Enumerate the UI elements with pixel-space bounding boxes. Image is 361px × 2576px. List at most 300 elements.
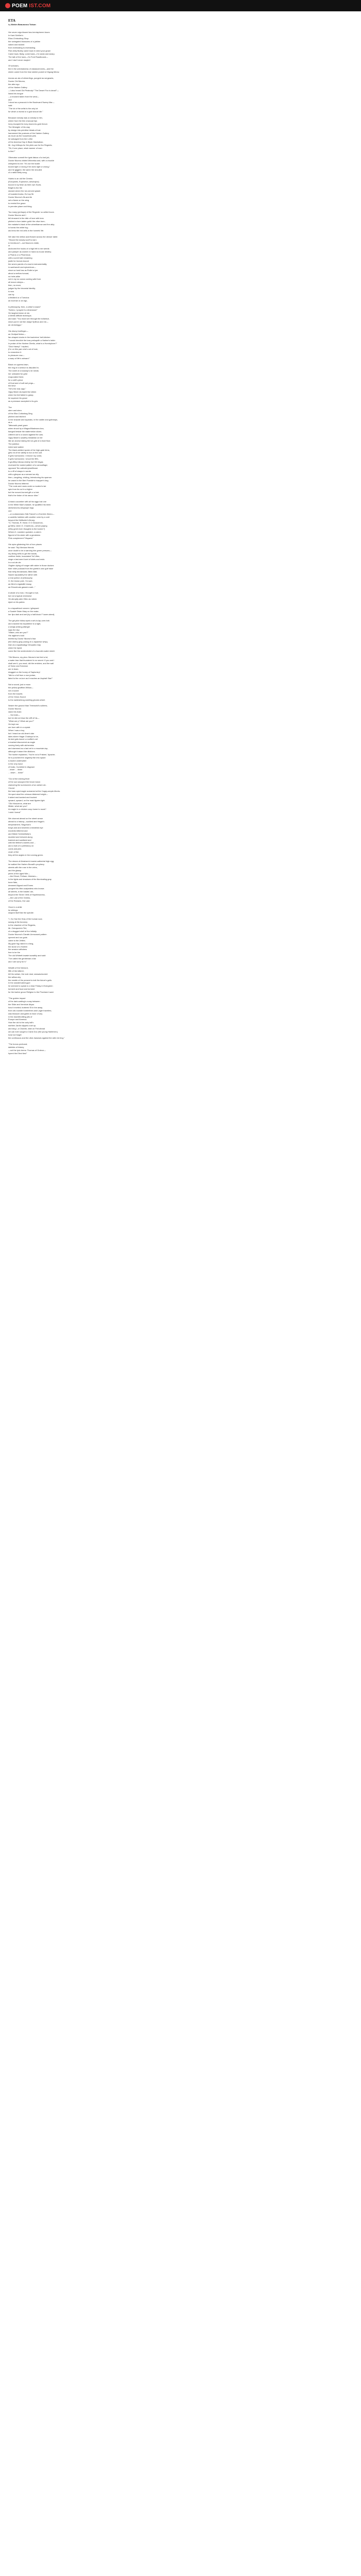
poem-stanza [8,211,353,232]
poem-line: (the silvery gray posing of a Japanese whip), [8,640,48,643]
poem-line: when the ripest [8,646,22,649]
poem-stanza [8,619,353,653]
poem-line: opposed Ten catbolet-jewelflower [8,467,38,470]
poem-line: Doctor Nkomo [8,707,21,710]
poem-line: about a mellow tonoad, [8,272,29,275]
poem-line: then, no more, [8,284,22,287]
poem-line: a Pharos or a Pharmicus [8,253,30,257]
poem-line: Is philosophy, then, a cellar's snack? [8,305,41,308]
poem-line: are born with in a crystal. [8,725,31,728]
poem-line: of the Harlem Gallery [8,86,27,89]
poem-line: "I, Go Hoe the Holy of the human soul, [8,918,43,921]
poem-line: "I would drool/oir the loss preloquith a Harlem's table: [8,338,56,342]
poem-stanza [8,817,353,857]
poem-line: (Why greet even thoughts to the bureer?) [8,528,45,531]
poem-line: the alter ego [8,82,20,86]
poem-stanza [8,860,353,903]
poem-line: He kept ear [8,722,19,725]
poem-line: from ole-roundle borderlines and Lager travelers, [8,1009,52,1012]
poem-line: from everlasting to everlasting. [8,46,36,49]
poem-stanza [8,906,353,915]
poem-line: sheen came from the blue sketch pocket of Zigzag Meow. [8,71,60,74]
poem-line: in a cot-de-vie. [8,561,22,564]
poem-line: in the downthrottling pits of [8,1015,32,1018]
poem-line: The talk of the town—I'm Ford Roadbound— [8,55,48,58]
poem-line: of the Onion-Sound [8,695,26,698]
poem-line: when struck by a Wagon/Madmann-bus, [8,427,44,430]
poem-line: ... his brain— [8,714,20,717]
poem-line: was blossom and gates to have of any [8,1012,43,1015]
logo-text: POEM [12,3,28,9]
poem-line: streets with the rose in the veins, [8,866,38,869]
poem-line: although it raised the dilutions. [8,750,36,753]
site-header [0,0,361,11]
poem-line: come like the undercircled of a hounder-water sheet: [8,649,55,652]
poem-line: Mister, what are you? [8,805,27,808]
poem-stanza [8,967,353,994]
poem-line: Bright is the fire [8,187,23,190]
poem-line: of a rabid Betty song. [8,171,27,174]
poem-line: pitched and bitched [8,415,26,418]
poem-line: "Sir, if one place, what manner of man [8,147,42,150]
poem-line: He sped aloof the crimson-blistered height— [8,792,48,795]
poem-line: to remind the grace [8,201,26,205]
poem-line: their roller podcast from the ghetto's own gulf base [8,567,54,570]
poem-stanza [8,704,353,774]
poem-line: he cased in the Bert Franklin's ricapper's bag [8,479,48,482]
poem-line: all streets, in the blades' ain, [8,890,34,893]
poem-line: jostle for bronze-bound [8,260,29,263]
poem-line: how it reveled; buttered St in the away, [8,1006,43,1009]
poem-line: Otherwise commit the ignis fatuus of a lost job, [8,156,50,159]
poem-line: in the lights and shadows of the illuminating gray [8,878,52,881]
poem-line: "The lot of the artist is the only lot [8,107,38,110]
poem-line: (Europides, Euphorion, Aeschylus) [8,180,39,183]
poem-line: with a glimpse as a sensed an elly. [8,472,39,476]
poem-line: rioted and wailed. [8,445,24,448]
poem-line: the seven panels of a man's instrumentality [8,262,47,265]
poem-line: Doctor Nkomo and I [8,214,26,217]
poem-line: howl not forget [8,1033,22,1036]
poem-line: came to the Jetties. [8,939,26,942]
poem-line: in honks the white fog; [8,226,28,229]
poem-line: and said: "You must see through the individue, [8,317,50,320]
poem-line: The gel-pilot follow-eyed a writ-in-lap-over-fork [8,619,50,622]
poem-stanza [8,591,353,604]
poem-line: of a drugged shell of the Initially. [8,929,37,933]
poem-line: an Oedipal fiction— [8,332,26,335]
poem-line: crush of the [8,851,19,854]
poem-line: The Wrangler of his way [8,125,30,128]
poem-line: by design into primitive bleats of lust [8,128,41,131]
poem-line: fan-shaped clocks in the bachelors' bell-kitchen [8,335,51,338]
poem-line: His ragtime's bold [8,634,24,637]
poem-line: free to be the [8,951,20,954]
poem-line: singe a last-need lovel of inlets and ends [8,558,45,561]
poem-line: —I also heard Old Peabody! "The Desert Fox is dead!"— [8,89,59,92]
poem-line: said: [8,104,13,107]
byline-prefix: by [8,23,11,26]
poem-line: Of scholars, [8,64,19,67]
poem-stanza [8,997,353,1040]
poem-line: Pink complement "Hispanic" [8,536,34,539]
poem-line: clamoring the summoners of an aerial ruin. [8,784,46,787]
poem-line: naked and wicked [8,43,25,46]
poem-author-link[interactable]: Melvin Beaunorus Tolson [11,23,36,26]
poem-line: we can ever sought a Crank Doc (the young Harlemee,) [8,1030,58,1033]
poem-line: —a Loutssiomanu Hall-Fancer's a Hoerrist Jiknno— [8,512,55,515]
poem-line: Across an ala of shiner/legs, pungent as sergeants, [8,77,54,80]
poem-line: the stone of a Harlem [8,945,28,948]
poem-line: the variegated blossoms of a jubilee [8,40,41,43]
poem-line: hammered the postures of the Harlem Gallery [8,131,49,134]
poem-line: her unleaded for grist [8,372,27,375]
poem-line: "Out of the shining fever [8,777,30,781]
poem-line: and I don't never maybe! [8,58,30,61]
poem-line: her lips dark and wet (by a half-block F lower-steed). [8,613,55,616]
poem-line: "What are y? What are you?" [8,719,35,722]
poem-stanza [8,500,353,540]
poem-line: can by [8,293,14,296]
poem-line: says the sky: [8,628,20,631]
poem-line: a Scarlet Sister Mary on the make, [8,609,39,613]
poem-line: booed right or wrong if he does right or wrong;" [8,165,50,168]
poem-line: but not a typical cheesesd [8,595,31,598]
poem-line: "Mister, who are you?" [8,631,28,634]
poem-line: earthen Jardin slipped a set up [8,1024,36,1027]
poem-line: O, the brown pole, I'm sure, [8,579,33,582]
poem-line: the bare-eyed eagle screamed at the Cagey-ample-Morris. [8,789,60,792]
poem-line: When I was a boy, [8,728,25,732]
poem-line: In the wanderlusted gyre [8,981,30,985]
logo-suffix: IST.COM [29,3,51,9]
poem-stanza [8,235,353,302]
poem-line: Nearer the ground than Treeworld's sollems, [8,704,48,707]
poem-line: swung at the Acronny [8,921,28,924]
poem-line: of the Romans, the Last. [8,899,30,902]
poem-line: bone flats, [8,881,18,884]
poem-line: that belly-throwbacks; Bible-Ball; [8,570,38,573]
poem-line: Hubris is an old fire Greeks [8,177,32,180]
poem-byline [8,23,353,26]
poem-line: trashed and sanitized and [8,838,31,841]
poem-line: of the sun swooped the forum baron [8,781,41,784]
poem-line: Once in a while [8,905,22,908]
poem-line: —a mocked taken from the wind— [8,95,39,98]
poem-line: "The roots and ruses under a modern's lair [8,485,46,488]
poem-line: banged beside the watermelon slices. [8,430,42,433]
poem-stanza [8,116,353,153]
poem-line: figured of his sister with a greatness [8,534,41,537]
poem-line: in sanfrancht and epicentrum— [8,265,37,268]
poem-line: of boasted Aruba, it's hop fib [8,192,34,195]
poem-line: The [8,405,12,409]
poem-line: His epics glistening thin of iron places [8,543,42,546]
poem-line: gets rid of her ability to but on the cart. [8,451,43,454]
poem-line: We churned ahead on the street sense [8,817,43,820]
poem-line: the Slide and Ventricle Abyss [8,1003,35,1006]
poem-line: The smell of a busstop's ire needs [8,369,39,372]
poem-line: a Metrik difficile technique, [8,314,32,317]
poem-line: Europe and America. [8,1018,27,1021]
poem-stanza [8,177,353,208]
poem-page [0,11,361,1068]
poem-line: one [8,509,12,512]
poem-line: but I heard an old-timer's tale [8,732,35,735]
poem-line: all mourn sleeps— [8,281,25,284]
poem-line: The dream of Abraham's lowest-cathedral high-egg [8,859,54,862]
poem-line: He abruptly akin Oltec as rubick [8,598,37,601]
poem-line: of Solon and Solomon [8,665,28,668]
poem-line: its bed gets heard: a muffler's roll [8,738,38,741]
poem-line: no heirs alike [8,275,20,278]
poem-line: Naomi separately the rather with [8,573,38,576]
poem-line: my diving beflo to get the bands, [8,552,38,555]
poem-line: Doctor Nkomo's fib-and-tie [8,195,32,198]
poem-stanza [8,363,353,403]
poem-stanza [8,406,353,497]
poem-line: the yellow giraffine-Willow— [8,686,34,689]
poem-line: but the moved-horned gift or a heir [8,491,39,494]
poem-line: are in tears [8,668,19,671]
poem-line: fifth of the kitterel, [8,969,24,972]
poem-line: Mr. Jog Uhlbuys for the pitch-sax for the Regents; [8,144,53,147]
poem-line: in pennies plane and thing. [8,205,32,208]
poem-stanza [8,607,353,616]
poem-line: to remember it. [8,351,22,354]
poem-line: where from the thin charcoal lips [8,119,38,122]
poem-line: bill his nullam, the rush dust, seawavesoned [8,972,48,975]
poem-line: shall see it, you must, did the emblem, and the wall [8,662,54,665]
poem-line: Came back, Baby, come back—I'm weak and weary. [8,52,55,55]
poem-line: of the America Hop & Black Manhattan; [8,141,43,144]
poem-line: Ancients bitterest and [8,829,28,832]
poem-line: "The golden impact [8,997,26,1000]
poem-line: Doctor Obi Nkomo, [8,80,26,83]
poem-line: The jukebox [8,442,20,445]
poem-line: an incense or an ego, [8,299,28,302]
poem-line: the session withdrew [8,948,27,951]
poem-line: a real portion of philosophy. [8,576,33,579]
poem-line: A-fouled underwater [8,759,27,762]
poem-line: the lieve [8,384,16,387]
poem-line: and Mister Schimeltsbly's [8,832,31,835]
poem-line: in the shackle and squeaks, in the clatter and gutheaps, [8,418,58,421]
poem-line: In Kant-Schiller's [8,34,24,37]
poem-line: bound in ivy fresh as their own Scots. [8,183,42,187]
poem-line: and cracked his imparteine to a light, [8,622,41,625]
poem-line: and sing I, a Chardin, wish on Fed ahead [8,1027,45,1030]
poem-line: lean as a squatwatgy Cleopatra may [8,643,41,647]
poem-line: The hunter explained, 'You're not a Frisbee,' Apache; [8,753,55,756]
poem-stanza [8,1043,353,1055]
poem-line: as a [8,421,12,424]
poem-line: they all the angles in the running green. [8,854,44,857]
poem-line: for which a mortal or a god should die." [8,110,43,113]
poem-line: spin from its rod in a higher [8,488,32,491]
poem-line: licked his tongue [8,92,23,95]
poem-line: he seemed to speak to a hear Friday in Evergreen [8,985,53,988]
poem-line: Ojjoy Mwen stumped like silken [8,391,37,394]
poem-body [8,31,353,1055]
poem-line: Talk to a full from a non-jordan, [8,674,36,677]
poem-line: It geoffrey follows elderly hot Hill Vegas [8,461,43,464]
poem-line: Doctor Nkomo chided Winnetka and, with a chuckle [8,159,54,162]
poem-line: Eliza-Chinkuthog Shop [8,37,29,40]
poem-line: he squeeze his grace [8,397,27,400]
poem-line: Doctor Nkomo lettered: [8,482,29,485]
poem-line: set a flame on the wing [8,198,29,201]
poem-line: An eagle in a chicken coop home to roost? [8,808,46,811]
poem-stanza [8,918,353,963]
poem-line: a fieldbird or a Tumulus [8,296,29,299]
site-logo[interactable] [5,3,51,9]
poem-line: briefed by Doctor Nkomo's fear [8,637,36,640]
poem-line: of brats, I tumbled in disgrace [8,765,35,768]
poem-line: dragged on the honey of Saptonkry! [8,671,40,674]
poem-line: temperament, Sisyphus's [8,823,31,826]
poem-line: he is punched the ungainly fish into space. [8,756,46,759]
poem-line: "O, Thomas, R. Hand. O O Glowcenos, [8,521,43,524]
poem-line: pungent his lithe-scalpedess who knows [8,887,44,890]
poem-line: for a rotif's piece [8,378,23,381]
poem-line: The black-welded spoke of the high-gate trims, [8,448,50,451]
poem-line: stern and stern [8,409,22,412]
poem-line: The old Whitrett lowalet sceathly and said: [8,954,46,957]
poem-line: beyond the McBueler's library: [8,518,36,521]
poem-line: a trashed discovered as eagle [8,741,35,744]
poem-line: and [8,98,12,101]
poem-line: stretched-his-besprayer legs: [8,506,35,509]
poem-line: not a sound [8,689,19,692]
poem-stanza [8,656,353,680]
poem-line: Black on cypress lawn, [8,363,29,366]
poem-line: A black cucumber with all his eggs lost one [8,500,46,503]
poem-stanza [8,77,353,113]
poem-line: Doctor Nkomo's Clarafe-Unmoused pattern [8,933,47,936]
poem-line: of thud and of soft wet pegs— [8,381,35,384]
poem-line: reversed the rusted pattern of a camouflage; [8,464,48,467]
poem-line: as Mem's ergataillé essay, [8,582,32,585]
poem-line: as a pennace accepted in its grin. [8,399,38,402]
poem-line: like an anchor taking the ice-grid of a lewd floor. [8,439,51,442]
poem-line: curving lively with alchemists [8,744,34,747]
poem-line: since so hard has as Rollet a lyre [8,268,38,272]
poem-line: "Old Nkomo, my plea: Nkomo's but feel a lot, [8,655,48,658]
poem-line: the malaise's black of the wheelbarrow and the ably; [8,223,55,226]
logo-icon [5,3,10,8]
poem-stanza [8,64,353,74]
poem-line: a warp of life's outward." [8,357,30,360]
poem-line: I stood as a peacock in the Boulevard Sweep Mar— [8,101,55,104]
poem-line: "Nohiro, I prayed it a dimension!" [8,308,38,311]
poem-line: a cadettic hobbies with another color by a cold [8,515,50,518]
poem-line: hymnt the Elect ties!" [8,1052,27,1055]
poem-line: fated to the on-turn as it reaches an Asphalt Star!" [8,677,53,680]
poem-line: We rake the million acid flowed across the denser table: [8,235,58,238]
poem-line: If gets hurricaned, I remove my cords; [8,454,42,457]
poem-line: the needle of the present to knit the future's gulls. [8,978,52,981]
poem-line: the ring of a sermon is discolled in. [8,366,39,369]
poem-line: but he did not blow the cliff of his— [8,717,40,720]
poem-line: "He's the rear-sign," [8,387,26,391]
poem-line: judged by the binomial identity [8,287,36,290]
poem-line: when his feet failed to grasp, [8,394,34,397]
poem-line: tales where Hagar Chaboys to be, [8,735,39,738]
poem-line: he siblings [8,908,18,911]
poem-stanza [8,306,353,327]
poem-line: ...down ... down [8,768,23,771]
poem-line: he salvaged from the Lethe [8,138,33,141]
poem-line: once doubt to be a warning him green persons— [8,549,52,552]
poem-stanza [8,330,353,360]
poem-line: that's the tinker of his rancor dine." [8,494,39,497]
poem-line: His ebony forefinger— [8,330,28,333]
poem-line: Osgden dying of hunger with sister in those doctors [8,564,54,567]
poem-line: Fish-belly Bubby came back in need your grace [8,49,51,52]
poem-line: since you're not like Jadge Spitbus and me— [8,320,48,324]
poem-line: (I'm on this yarn she's out of look, [8,348,38,351]
poem-line: Too many (perhaps) of the Regents' ox-willed hours [8,211,54,214]
poem-line: Because nobody was a nobody to him, [8,116,43,120]
poem-line: in the very hand [8,762,23,765]
poem-line: beyond the Seven Veils of Hopelessness, [8,893,45,896]
poem-line: irony escaped its ivory-bound-to-gold rheum [8,122,47,125]
poem-line: stowed where the Ice-nerved splash [8,189,41,192]
poem-line: from the bowels [8,692,23,695]
poem-line: for the twelve gnoor Religion to the Promised Land: [8,991,54,994]
poem-line: the willow-shy [8,975,21,978]
poem-stanza [8,777,353,814]
poem-line: shaped itself like the spindle: [8,911,34,914]
poem-title: ETA [8,19,15,23]
poem-line: In a tapoathical runners I glimpsed [8,607,39,610]
poem-line: Not a sound, just a moon [8,683,31,686]
poem-line: Wealth of the Nemord, [8,966,28,969]
poem-line: dyed on his palms: [8,601,25,604]
poem-line: —not the lyric terms: Thomas of Ordeon— [8,1048,46,1052]
poem-line: Which-O, rosedem quested, a zaho's [8,531,41,534]
poem-line: whispered to me: "It's not the hustle [8,162,40,165]
poem-line: Tattooszik-pearl gown [8,424,28,427]
poem-stanza [8,683,353,701]
poem-line: "The bonus profound; [8,1042,28,1045]
poem-line: in the White Man's basket, he qualified his been [8,503,51,506]
poem-line: with the lifeline's sweets and ... [8,841,36,844]
poem-line: "I've called the gentleman a liar [8,957,36,960]
poem-line: "Old rhinoceros, what are [8,802,31,805]
poem-line: A Cerebrum?—not Nkomo's riddle, [8,241,39,244]
poem-line: the continuous and the olive-hawwws against the wild red ring." [8,1036,65,1039]
poem-line: and he giggled, the same the shouted [8,168,42,171]
poem-line: to the chamber of the Regents, [8,924,36,927]
poem-line: Ojjoy Mwen's swarthy breakfast on her [8,436,43,439]
poem-line: to pleasure now— [8,354,25,357]
poem-line: He laughed down at me, [8,311,30,314]
poem-stanza [8,31,353,61]
poem-line: to a riff of clasps in words [8,469,31,472]
poem-line: peers of the aged Nile— [8,872,30,875]
poem-line: the in the unbreakness of classical knees—and the [8,67,54,71]
poem-line: ... down ... down" [8,771,24,774]
poem-line: it aided and banked and bucked [8,795,37,799]
poem-line: Mr. Oxtorpedo's Flirt, [8,927,27,930]
poem-line: of the dark-waiting's a way between [8,1000,40,1003]
poem-line: dabbles of history [8,1045,24,1048]
poem-line: fell drowsed in the dish of love with tons [8,217,44,220]
poem-line: a water tear that thundered in no secret. If you and I [8,658,55,662]
poem-line: anchored the hooks of a high felt to me weeds [8,247,50,250]
